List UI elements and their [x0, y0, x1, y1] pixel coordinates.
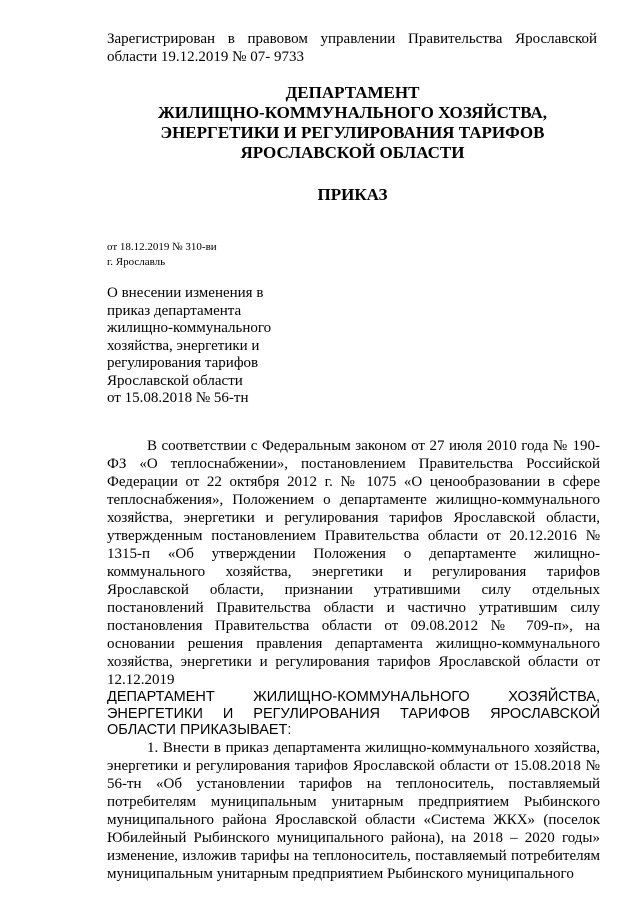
subject-line: регулирования тарифов: [107, 355, 259, 371]
department-line-2: ЖИЛИЩНО-КОММУНАЛЬНОГО ХОЗЯЙСТВА,: [158, 103, 547, 122]
department-line-1: ДЕПАРТАМЕНТ: [285, 83, 420, 102]
department-header: [60, 83, 640, 163]
subject-line: от 15.08.2018 № 56-тн: [107, 390, 249, 406]
subject-line: жилищно-коммунального: [107, 320, 272, 336]
item-1-paragraph: 1. Внести в приказ департамента жилищно-коммунального хозяйства, энергетики и регулирования тарифов Ярославской области от 15.08.2018 № 56-тн «Об установлении тарифов на теплоноситель, поставляемый потребителям муниципальным унитарным предприятием Рыбинского муниципального района Ярославской области «Система ЖКХ» (поселок Юбилейный Рыбинского муниципального района), на 2018 – 2020 годы» изменение, изложив тарифы на теплоноситель, поставляемый потребителям муниципальным унитарным предприятием Рыбинского муниципального: [107, 739, 600, 882]
subject-line: Ярославской области: [107, 372, 243, 389]
preamble-paragraph: В соответствии с Федеральным законом от 27 июля 2010 года № 190-ФЗ «О теплоснабжении», постановлением Правительства Российской Федерации от 22 октября 2012 г. № 1075 «О ценообразовании в сфере теплоснабжения», Положением о департаменте жилищно-коммунального хозяйства, энергетики и регулирования тарифов Ярославской области, утвержденным постановлением Правительства области от 20.12.2016 № 1315-п «Об утверждении Положения о департаменте жилищно-коммунального хозяйства, энергетики и регулирования тарифов Ярославской области, признании утратившими силу отдельных постановлений Правительства области и частично утратившим силу постановления Правительства области от 09.08.2012 № 709-п», на основании решения правления департамента жилищно-коммунального хозяйства, энергетики и регулирования тарифов Ярославской области от 12.12.2019: [107, 438, 600, 688]
subject-line: приказ департамента: [107, 302, 242, 319]
date-and-place: [107, 240, 217, 270]
document-type-title: ПРИКАЗ: [317, 185, 388, 204]
registration-note: Зарегистрирован в правовом управлении Правительства Ярославской области 19.12.2019 № 07- 9733: [107, 31, 597, 65]
date-number: от 18.12.2019 № 310-ви: [107, 241, 217, 253]
subject-line: хозяйства, энергетики и: [107, 337, 260, 354]
subject-line: О внесении изменения в: [107, 285, 264, 301]
department-line-3: ЭНЕРГЕТИКИ И РЕГУЛИРОВАНИЯ ТАРИФОВ: [160, 123, 545, 142]
department-line-4: ЯРОСЛАВСКОЙ ОБЛАСТИ: [240, 143, 465, 162]
document-body: [107, 437, 600, 883]
orders-caps-paragraph: ДЕПАРТАМЕНТ ЖИЛИЩНО-КОММУНАЛЬНОГО ХОЗЯЙСТВА, ЭНЕРГЕТИКИ И РЕГУЛИРОВАНИЯ ТАРИФОВ ЯРОСЛАВСКОЙ ОБЛАСТИ ПРИКАЗЫВАЕТ:: [107, 689, 600, 738]
document-subject: [107, 285, 297, 408]
city: г. Ярославль: [107, 256, 166, 268]
